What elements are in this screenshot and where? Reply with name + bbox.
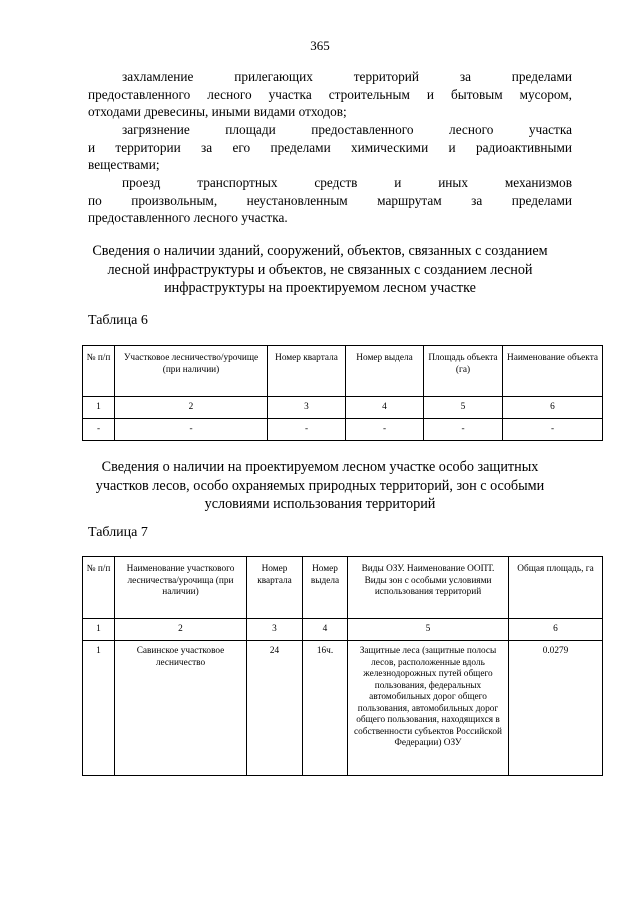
header-cell: Наименование участкового лесничества/урочища (при наличии) bbox=[115, 557, 247, 619]
table-cell: - bbox=[268, 419, 346, 441]
table-cell: - bbox=[424, 419, 503, 441]
section1-heading bbox=[70, 242, 570, 298]
heading-line: Сведения о наличии зданий, сооружений, объектов, связанных с созданием bbox=[92, 243, 548, 259]
intro-item-3 bbox=[88, 174, 572, 227]
number-cell: 1 bbox=[83, 397, 115, 419]
heading-line: условиями использования территорий bbox=[204, 496, 436, 512]
section2-heading bbox=[70, 458, 570, 514]
heading-line: участков лесов, особо охраняемых природных территорий, зон с особыми bbox=[95, 477, 545, 494]
table-row bbox=[83, 641, 603, 776]
table-cell: - bbox=[115, 419, 268, 441]
heading-line: лесной инфраструктуры и объектов, не связанных с созданием лесной bbox=[107, 261, 533, 278]
intro-line: веществами; bbox=[88, 157, 160, 172]
number-cell: 2 bbox=[115, 619, 247, 641]
header-cell: № п/п bbox=[83, 557, 115, 619]
header-cell: № п/п bbox=[83, 346, 115, 397]
header-cell: Площадь объекта (га) bbox=[424, 346, 503, 397]
number-cell: 5 bbox=[424, 397, 503, 419]
intro-line: отходами древесины, иными видами отходов; bbox=[88, 104, 347, 119]
header-cell: Номер квартала bbox=[268, 346, 346, 397]
intro-line: предоставленного лесного участка. bbox=[88, 210, 288, 225]
intro-line: проезд транспортных средств и иных механизмов bbox=[122, 175, 572, 190]
table-cell: 24 bbox=[247, 641, 303, 776]
intro-item-2 bbox=[88, 121, 572, 174]
table-cell: 16ч. bbox=[303, 641, 348, 776]
heading-line: Сведения о наличии на проектируемом лесном участке особо защитных bbox=[101, 459, 539, 475]
table-cell: - bbox=[346, 419, 424, 441]
number-cell: 5 bbox=[348, 619, 509, 641]
table6-label: Таблица 6 bbox=[88, 313, 148, 328]
table-number-row bbox=[83, 397, 603, 419]
number-cell: 6 bbox=[509, 619, 603, 641]
table-cell: - bbox=[83, 419, 115, 441]
intro-line: захламление прилегающих территорий за пределами bbox=[122, 69, 572, 84]
header-cell: Номер квартала bbox=[247, 557, 303, 619]
intro-line: загрязнение площади предоставленного лесного участка bbox=[122, 122, 572, 137]
number-cell: 3 bbox=[247, 619, 303, 641]
table-header-row bbox=[83, 346, 603, 397]
table-cell: Савинское участковое лесничество bbox=[115, 641, 247, 776]
header-cell: Наименование объекта bbox=[503, 346, 603, 397]
intro-line: предоставленного лесного участка строительным и бытовым мусором, bbox=[88, 86, 572, 102]
table-cell: 1 bbox=[83, 641, 115, 776]
number-cell: 3 bbox=[268, 397, 346, 419]
table-row bbox=[83, 419, 603, 441]
table-cell: 0.0279 bbox=[509, 641, 603, 776]
header-cell: Номер выдела bbox=[346, 346, 424, 397]
number-cell: 2 bbox=[115, 397, 268, 419]
header-cell: Виды ОЗУ. Наименование ООПТ. Виды зон с особыми условиями использования территорий bbox=[348, 557, 509, 619]
intro-line: по произвольным, неустановленным маршрутам за пределами bbox=[88, 192, 572, 208]
table-cell: Защитные леса (защитные полосы лесов, расположенные вдоль железнодорожных путей общего пользования, федеральных автомобильных дорог общего пользования, автомобильных дорог общего пользования, находящихся в собственности субъектов Российской Федерации) ОЗУ bbox=[348, 641, 509, 776]
intro-line: и территории за его пределами химическими и радиоактивными bbox=[88, 139, 572, 155]
table-6 bbox=[82, 345, 603, 441]
number-cell: 6 bbox=[503, 397, 603, 419]
intro-item-1 bbox=[88, 68, 572, 121]
table-cell: - bbox=[503, 419, 603, 441]
page-number: 365 bbox=[310, 38, 330, 53]
table-header-row bbox=[83, 557, 603, 619]
table-number-row bbox=[83, 619, 603, 641]
header-cell: Номер выдела bbox=[303, 557, 348, 619]
table7-label: Таблица 7 bbox=[88, 525, 148, 540]
number-cell: 4 bbox=[346, 397, 424, 419]
number-cell: 4 bbox=[303, 619, 348, 641]
number-cell: 1 bbox=[83, 619, 115, 641]
header-cell: Общая площадь, га bbox=[509, 557, 603, 619]
header-cell: Участковое лесничество/урочище (при наличии) bbox=[115, 346, 268, 397]
table-7 bbox=[82, 556, 603, 776]
heading-line: инфраструктуры на проектируемом лесном участке bbox=[164, 280, 476, 296]
